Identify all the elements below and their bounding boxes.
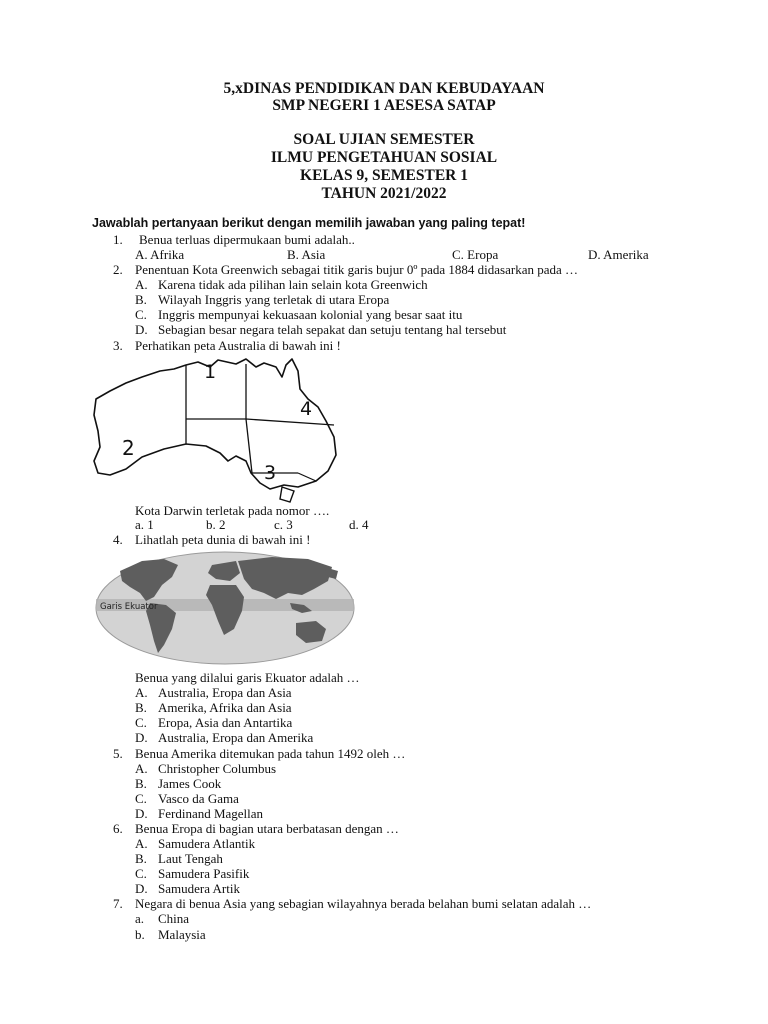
q6-letter-c: C.	[135, 866, 147, 881]
q5-letter-d: D.	[135, 806, 148, 821]
q6-option-a: Samudera Atlantik	[158, 836, 256, 851]
australia-map	[86, 355, 348, 505]
q3-text: Perhatikan peta Australia di bawah ini !	[135, 338, 341, 353]
map-label-4: 4	[300, 398, 313, 420]
map-label-2: 2	[122, 436, 135, 460]
q3-option-a: a. 1	[135, 517, 154, 532]
q1-option-d: D. Amerika	[588, 247, 649, 262]
q2-option-d: Sebagian besar negara telah sepakat dan setuju tentang hal tersebut	[158, 322, 507, 337]
q5-option-a: Christopher Columbus	[158, 761, 277, 776]
q3-option-d: d. 4	[349, 517, 369, 532]
q4-text: Lihatlah peta dunia di bawah ini !	[135, 532, 311, 547]
equator-label: Garis Ekuator	[100, 602, 158, 612]
q6-letter-d: D.	[135, 881, 148, 896]
q4-option-d: Australia, Eropa dan Amerika	[158, 730, 314, 745]
q5-option-d: Ferdinand Magellan	[158, 806, 264, 821]
q5-option-c: Vasco da Gama	[158, 791, 239, 806]
q4-option-c: Eropa, Asia dan Antartika	[158, 715, 293, 730]
q7-option-b: Malaysia	[158, 927, 206, 942]
map-label-1: 1	[204, 361, 217, 383]
q7-letter-a: a.	[135, 911, 145, 926]
q6-text: Benua Eropa di bagian utara berbatasan dengan …	[135, 821, 399, 836]
q1-option-c: C. Eropa	[452, 247, 499, 262]
q5-option-b: James Cook	[158, 776, 222, 791]
instruction: Jawablah pertanyaan berikut dengan memilih jawaban yang paling tepat!	[92, 216, 526, 230]
q1-text: Benua terluas dipermukaan bumi adalah..	[139, 232, 355, 247]
q5-letter-b: B.	[135, 776, 147, 791]
q2-letter-d: D.	[135, 322, 148, 337]
header-subject: ILMU PENGETAHUAN SOSIAL	[270, 149, 498, 166]
header-exam-title: SOAL UJIAN SEMESTER	[293, 131, 475, 148]
q2-letter-a: A.	[135, 277, 148, 292]
q7-text: Negara di benua Asia yang sebagian wilayahnya berada belahan bumi selatan adalah …	[135, 896, 592, 911]
q6-number: 6.	[113, 821, 123, 836]
q2-text: Penentuan Kota Greenwich sebagai titik garis bujur 0º pada 1884 didasarkan pada …	[135, 262, 579, 277]
q4-followup: Benua yang dilalui garis Ekuator adalah …	[135, 670, 360, 685]
q4-letter-b: B.	[135, 700, 147, 715]
q3-option-b: b. 2	[206, 517, 226, 532]
q4-letter-a: A.	[135, 685, 148, 700]
q5-text: Benua Amerika ditemukan pada tahun 1492 oleh …	[135, 746, 406, 761]
q5-letter-a: A.	[135, 761, 148, 776]
q6-letter-b: B.	[135, 851, 147, 866]
header-agency: 5,xDINAS PENDIDIKAN DAN KEBUDAYAAN	[223, 80, 545, 97]
q6-option-c: Samudera Pasifik	[158, 866, 250, 881]
q4-option-a: Australia, Eropa dan Asia	[158, 685, 292, 700]
q4-letter-c: C.	[135, 715, 147, 730]
q6-option-b: Laut Tengah	[158, 851, 223, 866]
q3-number: 3.	[113, 338, 123, 353]
map-label-3: 3	[264, 462, 277, 484]
q2-option-a: Karena tidak ada pilihan lain selain kota Greenwich	[158, 277, 428, 292]
q4-option-b: Amerika, Afrika dan Asia	[158, 700, 292, 715]
q2-number: 2.	[113, 262, 123, 277]
q7-number: 7.	[113, 896, 123, 911]
header-year: TAHUN 2021/2022	[321, 185, 447, 202]
q4-number: 4.	[113, 532, 123, 547]
q7-option-a: China	[158, 911, 190, 926]
q5-letter-c: C.	[135, 791, 147, 806]
q2-letter-b: B.	[135, 292, 147, 307]
q6-option-d: Samudera Artik	[158, 881, 240, 896]
header-school: SMP NEGERI 1 AESESA SATAP	[272, 97, 496, 114]
q2-option-b: Wilayah Inggris yang terletak di utara Eropa	[158, 292, 390, 307]
q6-letter-a: A.	[135, 836, 148, 851]
q3-followup: Kota Darwin terletak pada nomor ….	[135, 503, 330, 518]
q1-option-b: B. Asia	[287, 247, 326, 262]
q4-letter-d: D.	[135, 730, 148, 745]
q5-number: 5.	[113, 746, 123, 761]
q3-option-c: c. 3	[274, 517, 293, 532]
world-map	[92, 549, 358, 667]
q1-option-a: A. Afrika	[135, 247, 185, 262]
q2-option-c: Inggris mempunyai kekuasaan kolonial yang besar saat itu	[158, 307, 463, 322]
header-class: KELAS 9, SEMESTER 1	[300, 167, 468, 184]
q7-letter-b: b.	[135, 927, 145, 942]
q1-number: 1.	[113, 232, 123, 247]
q2-letter-c: C.	[135, 307, 147, 322]
